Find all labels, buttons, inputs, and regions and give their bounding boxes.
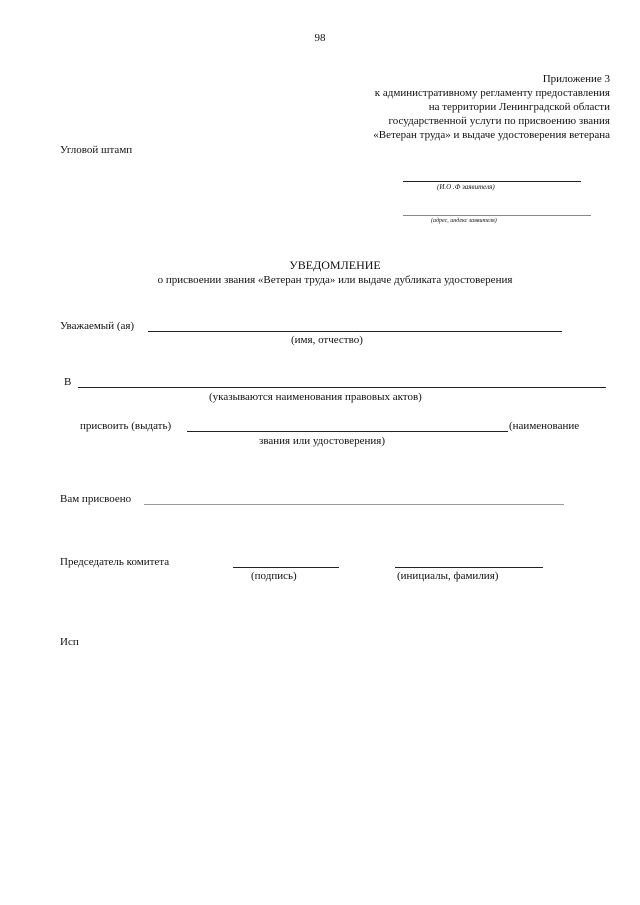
acts-caption: (указываются наименования правовых актов) bbox=[209, 391, 422, 403]
signature-caption: (подпись) bbox=[251, 570, 297, 582]
applicant-address-caption: (адрес, индекс заявителя) bbox=[431, 218, 497, 224]
assign-caption: звания или удостоверения) bbox=[259, 435, 385, 447]
applicant-name-caption: (И.О .Ф заявителя) bbox=[437, 183, 495, 191]
chairman-label: Председатель комитета bbox=[60, 556, 170, 568]
appendix-line: к административному регламенту предоставления bbox=[374, 87, 610, 99]
appendix-line: Приложение 3 bbox=[542, 73, 610, 85]
acts-label: В bbox=[64, 376, 72, 388]
initials-caption: (инициалы, фамилия) bbox=[397, 570, 499, 582]
assign-line bbox=[187, 431, 508, 432]
assign-label: присвоить (выдать) bbox=[80, 420, 172, 432]
initials-line bbox=[395, 567, 543, 568]
document-subtitle: о присвоении звания «Ветеран труда» или выдаче дубликата удостоверения bbox=[157, 274, 513, 286]
applicant-address-line bbox=[403, 215, 591, 216]
document-title: УВЕДОМЛЕНИЕ bbox=[289, 258, 381, 272]
appendix-line: государственной услуги по присвоению звания bbox=[388, 115, 610, 127]
signature-line bbox=[233, 567, 339, 568]
corner-stamp: Угловой штамп bbox=[60, 144, 133, 156]
appendix-line: «Ветеран труда» и выдаче удостоверения ветерана bbox=[373, 129, 610, 141]
greeting-caption: (имя, отчество) bbox=[291, 334, 363, 346]
acts-line bbox=[78, 387, 606, 388]
greeting-label: Уважаемый (ая) bbox=[60, 320, 135, 332]
assign-suffix: (наименование bbox=[509, 420, 580, 432]
awarded-line bbox=[144, 504, 564, 505]
applicant-name-line bbox=[403, 181, 581, 182]
executor-label: Исп bbox=[60, 636, 79, 648]
page-number: 98 bbox=[314, 32, 326, 44]
greeting-line bbox=[148, 331, 562, 332]
appendix-line: на территории Ленинградской области bbox=[428, 101, 610, 113]
awarded-label: Вам присвоено bbox=[60, 493, 132, 505]
